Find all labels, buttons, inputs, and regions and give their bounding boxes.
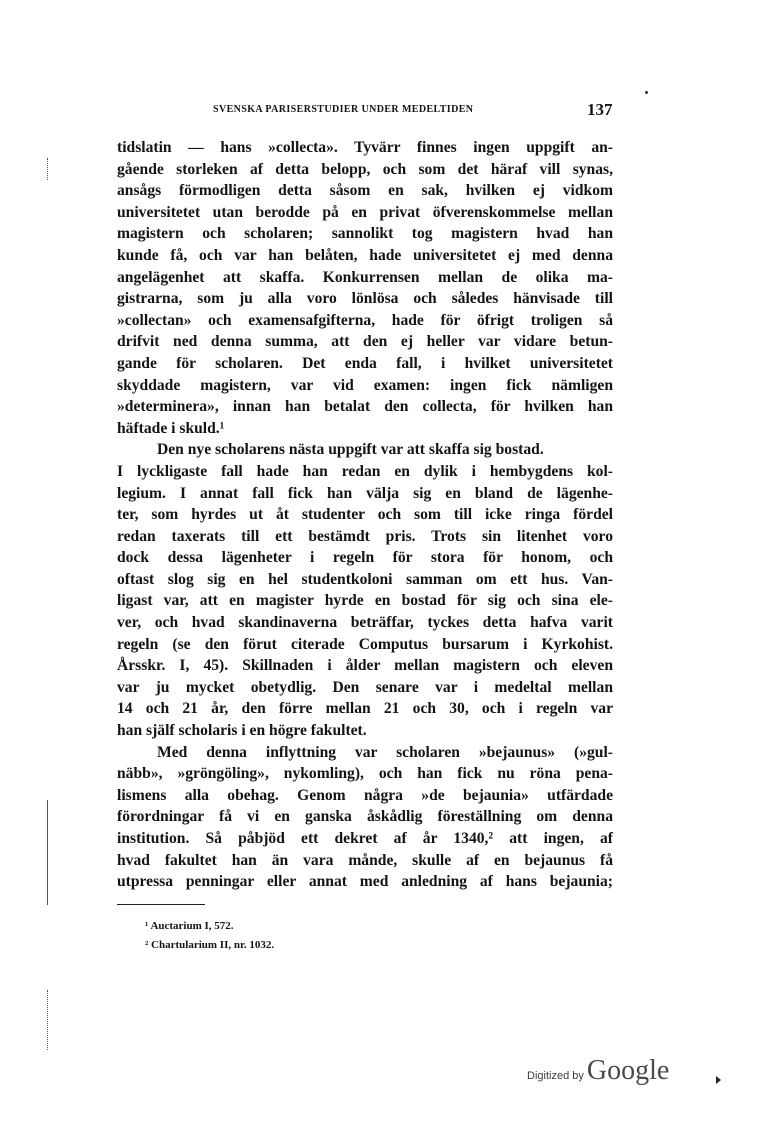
text-line: institution. Så påbjöd ett dekret af år 1340,² att ingen, af	[117, 830, 613, 847]
watermark-prefix: Digitized by	[527, 1070, 584, 1082]
text-line: universitetet utan berodde på en privat öfverenskommelse mellan	[117, 203, 613, 221]
text-line: ansågs förmodligen detta såsom en sak, hvilken ej vidkom	[117, 182, 613, 200]
footnote-2: ² Chartularium II, nr. 1032.	[145, 939, 275, 951]
text-line: I lyckligaste fall hade han redan en dylik i hembygdens kol-	[117, 462, 613, 480]
scan-mark	[47, 158, 48, 180]
text-line: oftast slog sig en hel studentkoloni samman om ett hus. Van-	[117, 570, 613, 588]
footnote-divider	[117, 904, 205, 905]
text-line: drifvit ned denna summa, att den ej heller var vidare betun-	[117, 333, 613, 351]
scan-speck	[645, 91, 648, 94]
text-line: utpressa penningar eller annat med anledning af hans bejaunia;	[117, 873, 613, 891]
digitized-watermark	[527, 1055, 669, 1091]
text-line: angelägenhet att skaffa. Konkurrensen mellan de olika ma-	[117, 268, 613, 286]
footnote-1: ¹ Auctarium I, 572.	[145, 920, 234, 932]
text-line: kunde få, och var han belåten, hade universitetet ej med denna	[117, 246, 613, 264]
running-title: SVENSKA PARISERSTUDIER UNDER MEDELTIDEN	[213, 104, 474, 115]
text-line: Med denna inflyttning var scholaren »bejaunus» (»gul-	[157, 743, 613, 761]
running-head	[117, 100, 613, 124]
text-line: Årsskr. I, 45). Skillnaden i ålder mellan magistern och eleven	[117, 657, 613, 675]
text-line: hvad fakultet han än vara månde, skulle af en bejaunus få	[117, 851, 613, 869]
text-line: ver, och hvad skandinaverna beträffar, tyckes detta hafva varit	[117, 614, 613, 632]
text-line: »collectan» och examensafgifterna, hade för öfrigt troligen så	[117, 311, 613, 329]
body-text	[117, 137, 613, 893]
text-line: näbb», »gröngöling», nykomling), och han fick nu röna pena-	[117, 765, 613, 783]
text-line: gande för scholaren. Det enda fall, i hvilket universitetet	[117, 354, 613, 372]
text-line: gistrarna, som ju alla voro lönlösa och således hänvisade till	[117, 290, 613, 308]
text-line: var ju mycket obetydlig. Den senare var i medeltal mellan	[117, 678, 613, 696]
text-line: skyddade magistern, var vid examen: ingen fick nämligen	[117, 376, 613, 394]
text-line: tidslatin — hans »collecta». Tyvärr finnes ingen uppgift an-	[117, 139, 613, 156]
text-line: Den nye scholarens nästa uppgift var att skaffa sig bostad.	[157, 441, 544, 459]
scan-mark	[47, 990, 48, 1050]
text-line: legium. I annat fall fick han välja sig en bland de lägenhe-	[117, 484, 613, 502]
text-line: han själf scholaris i en högre fakultet.	[117, 722, 367, 740]
text-line: redan taxerats till ett bestämdt pris. Trots sin litenhet voro	[117, 527, 613, 545]
text-line: dock dessa lägenheter i regeln för stora för honom, och	[117, 549, 613, 567]
text-line: lismens alla obehag. Genom några »de bejaunia» utfärdade	[117, 786, 613, 804]
watermark-brand: Google	[586, 1055, 670, 1086]
text-line: gående storleken af detta belopp, och som det häraf vill synas,	[117, 160, 613, 178]
text-line: ter, som hyrdes ut åt studenter och som till icke ringa fördel	[117, 506, 613, 524]
text-line: häftade i skuld.¹	[117, 419, 225, 437]
text-line: regeln (se den förut citerade Computus bursarum i Kyrkohist.	[117, 635, 613, 653]
text-line: ligast var, att en magister hyrde en bostad för sig och sina ele-	[117, 592, 613, 610]
text-line: magistern och scholaren; sannolikt tog magistern hvad han	[117, 225, 613, 243]
text-line: »determinera», innan han betalat den collecta, för hvilken han	[117, 398, 613, 416]
text-line: 14 och 21 år, den förre mellan 21 och 30, och i regeln var	[117, 700, 613, 718]
footnotes	[145, 917, 545, 955]
scan-mark	[47, 800, 48, 905]
text-line: förordningar få vi en ganska åskådlig föreställning om denna	[117, 808, 613, 826]
page-number: 137	[587, 100, 613, 119]
corner-arrow-icon	[716, 1076, 721, 1084]
